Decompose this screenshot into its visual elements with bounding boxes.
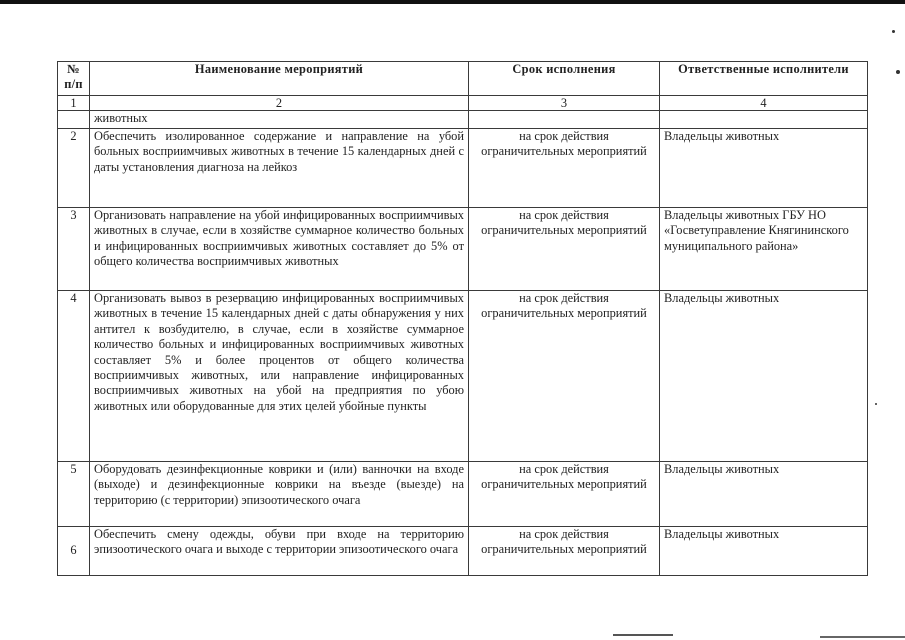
row-responsible: Владельцы животных	[660, 129, 868, 208]
row-term: на срок действия ограничительных мероприятий	[469, 291, 660, 462]
row-responsible: Владельцы животных ГБУ НО «Госветуправление Княгининского муниципального района»	[660, 208, 868, 291]
row-term: на срок действия ограничительных мероприятий	[469, 208, 660, 291]
column-number: 4	[660, 96, 868, 111]
row-activity: Обеспечить смену одежды, обуви при входе на территорию эпизоотического очага и выходе с территории эпизоотического очага	[90, 527, 469, 576]
row-term: на срок действия ограничительных мероприятий	[469, 462, 660, 527]
table-row	[58, 291, 868, 462]
row-term: на срок действия ограничительных мероприятий	[469, 527, 660, 576]
row-activity: Организовать вывоз в резервацию инфицированных восприимчивых животных в течение 15 календарных дней с даты обнаружения у них антител к возбудителю, в случае, если в хозяйстве суммарное количество больных и инфицированных восприимчивых животных составляет 5% и более процентов от общего количества восприимчивых животных, или направление инфицированных восприимчивых животных на убой на предприятия по убою животных или оборудованные для этих целей убойные пункты	[90, 291, 469, 462]
scan-mark-bottom-right	[820, 636, 905, 638]
scan-speck	[896, 70, 900, 74]
continuation-row	[58, 111, 868, 129]
row-responsible: Владельцы животных	[660, 462, 868, 527]
scan-edge-top	[0, 0, 905, 4]
row-number: 2	[58, 129, 90, 208]
continuation-text: животных	[90, 111, 469, 129]
header-activity: Наименование мероприятий	[90, 62, 469, 96]
header-num: № п/п	[58, 62, 90, 96]
measures-table	[57, 61, 868, 576]
table-row	[58, 129, 868, 208]
row-responsible: Владельцы животных	[660, 527, 868, 576]
row-responsible: Владельцы животных	[660, 291, 868, 462]
header-row	[58, 62, 868, 96]
row-number: 3	[58, 208, 90, 291]
row-number: 4	[58, 291, 90, 462]
row-number: 5	[58, 462, 90, 527]
table-row	[58, 208, 868, 291]
column-number-row	[58, 96, 868, 111]
column-number: 1	[58, 96, 90, 111]
column-number: 3	[469, 96, 660, 111]
row-number: 6	[58, 527, 90, 576]
column-number: 2	[90, 96, 469, 111]
row-activity: Организовать направление на убой инфицированных восприимчивых животных в случае, если в хозяйстве суммарное количество больных и инфицированных восприимчивых животных составляет до 5% от общего количества восприимчивых животных	[90, 208, 469, 291]
scan-mark-bottom	[613, 634, 673, 636]
header-responsible: Ответственные исполнители	[660, 62, 868, 96]
table-row	[58, 527, 868, 576]
row-term: на срок действия ограничительных мероприятий	[469, 129, 660, 208]
scan-speck	[892, 30, 895, 33]
scan-speck	[875, 403, 877, 405]
row-activity: Обеспечить изолированное содержание и направление на убой больных восприимчивых животных в течение 15 календарных дней с даты установления диагноза на лейкоз	[90, 129, 469, 208]
row-activity: Оборудовать дезинфекционные коврики и (или) ванночки на входе (выходе) и дезинфекционные коврики на въезде (выезде) на территорию (с территории) эпизоотического очага	[90, 462, 469, 527]
table-row	[58, 462, 868, 527]
header-term: Срок исполнения	[469, 62, 660, 96]
